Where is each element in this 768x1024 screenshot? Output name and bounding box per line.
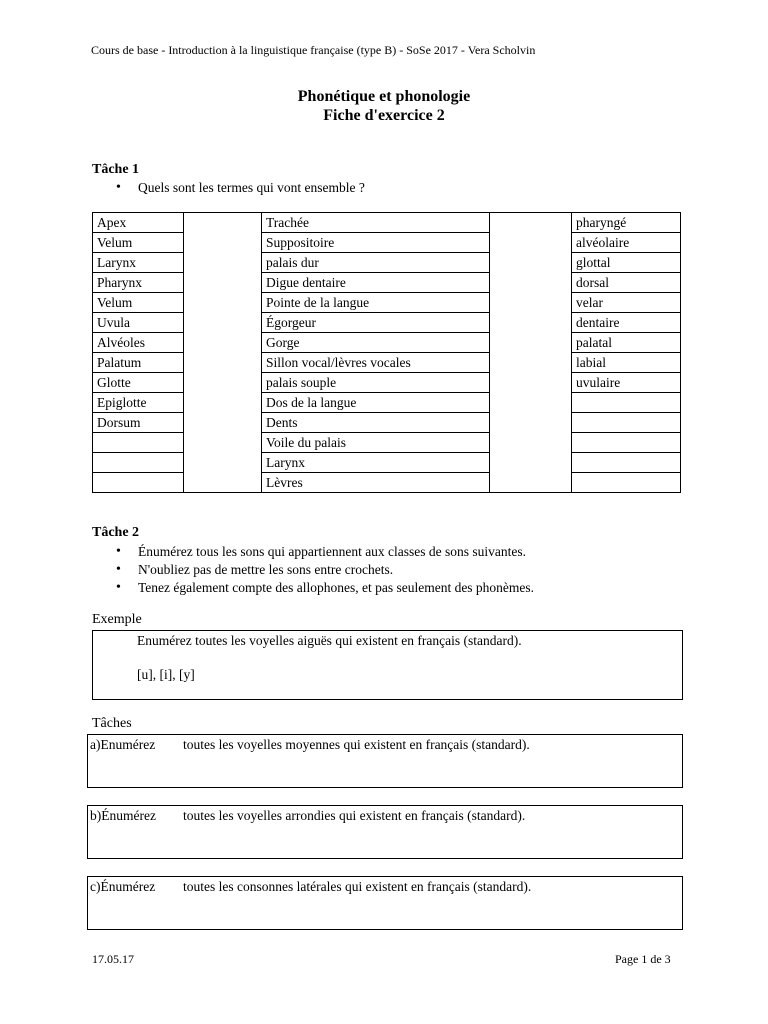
articulation-place-cell (572, 453, 681, 473)
page-title: Phonétique et phonologie (297, 88, 471, 105)
example-answer: [u], [i], [y] (137, 667, 195, 682)
articulation-place-cell: dentaire (572, 313, 681, 333)
french-term-cell: Larynx (262, 453, 490, 473)
matching-table-row (93, 453, 681, 473)
articulation-place-cell (572, 433, 681, 453)
articulation-place-cell: uvulaire (572, 373, 681, 393)
task-a-text: toutes les voyelles moyennes qui existent en français (standard). (183, 737, 530, 752)
body-part-cell: Palatum (93, 353, 184, 373)
task1-heading: Tâche 1 (92, 162, 140, 177)
articulation-place-cell (572, 413, 681, 433)
task2-heading: Tâche 2 (92, 525, 140, 540)
task2-bullet: • Tenez également compte des allophones, et pas seulement des phonèmes. (114, 579, 534, 597)
task-a-prefix: a)Enumérez (90, 737, 156, 752)
french-term-cell: Gorge (262, 333, 490, 353)
matching-table-row (93, 293, 681, 313)
matching-table-row (93, 413, 681, 433)
task1-bullet-list (114, 179, 365, 197)
body-part-cell (93, 453, 184, 473)
answer-gap-column[interactable] (184, 213, 262, 493)
french-term-cell: Sillon vocal/lèvres vocales (262, 353, 490, 373)
matching-table-row (93, 313, 681, 333)
french-term-cell: Égorgeur (262, 313, 490, 333)
french-term-cell: Dents (262, 413, 490, 433)
articulation-place-cell: pharyngé (572, 213, 681, 233)
body-part-cell: Pharynx (93, 273, 184, 293)
body-part-cell: Alvéoles (93, 333, 184, 353)
articulation-place-cell: dorsal (572, 273, 681, 293)
task2-bullet: • Énumérez tous les sons qui appartiennent aux classes de sons suivantes. (114, 543, 534, 561)
task-b-text: toutes les voyelles arrondies qui existent en français (standard). (183, 808, 526, 823)
example-label: Exemple (92, 612, 142, 627)
footer-date: 17.05.17 (92, 952, 134, 966)
body-part-cell: Epiglotte (93, 393, 184, 413)
body-part-cell: Uvula (93, 313, 184, 333)
articulation-place-cell: palatal (572, 333, 681, 353)
articulation-place-cell (572, 393, 681, 413)
body-part-cell: Glotte (93, 373, 184, 393)
answer-gap-column[interactable] (490, 213, 572, 493)
task2-bullet-list (114, 543, 534, 597)
footer-page-number: Page 1 de 3 (615, 952, 671, 966)
task-c-text: toutes les consonnes latérales qui existent en français (standard). (183, 879, 532, 894)
page-header: Cours de base - Introduction à la linguistique française (type B) - SoSe 2017 - Vera Scholvin (91, 43, 536, 57)
body-part-cell: Velum (93, 233, 184, 253)
tasks-label: Tâches (92, 716, 132, 731)
task-b-prefix: b)Énumérez (90, 808, 156, 823)
body-part-cell: Dorsum (93, 413, 184, 433)
task-c-prefix: c)Énumérez (90, 879, 156, 894)
french-term-cell: Digue dentaire (262, 273, 490, 293)
french-term-cell: Trachée (262, 213, 490, 233)
body-part-cell: Apex (93, 213, 184, 233)
page-subtitle: Fiche d'exercice 2 (323, 107, 445, 124)
french-term-cell: Lèvres (262, 473, 490, 493)
french-term-cell: palais dur (262, 253, 490, 273)
french-term-cell: palais souple (262, 373, 490, 393)
matching-table (92, 212, 681, 493)
task2-bullet: • N'oubliez pas de mettre les sons entre crochets. (114, 561, 534, 579)
body-part-cell (93, 473, 184, 493)
matching-table-row (93, 273, 681, 293)
body-part-cell: Velum (93, 293, 184, 313)
matching-table-row (93, 213, 681, 233)
body-part-cell (93, 433, 184, 453)
articulation-place-cell (572, 473, 681, 493)
french-term-cell: Dos de la langue (262, 393, 490, 413)
articulation-place-cell: velar (572, 293, 681, 313)
matching-table-row (93, 473, 681, 493)
matching-table-row (93, 233, 681, 253)
task-a-box[interactable] (87, 734, 683, 788)
articulation-place-cell: glottal (572, 253, 681, 273)
french-term-cell: Pointe de la langue (262, 293, 490, 313)
example-prompt: Enumérez toutes les voyelles aiguës qui existent en français (standard). (137, 633, 522, 648)
example-box (92, 630, 683, 700)
matching-table-row (93, 393, 681, 413)
french-term-cell: Suppositoire (262, 233, 490, 253)
task-c-box[interactable] (87, 876, 683, 930)
matching-table-row (93, 333, 681, 353)
matching-table-row (93, 353, 681, 373)
matching-table-row (93, 433, 681, 453)
task-b-box[interactable] (87, 805, 683, 859)
articulation-place-cell: labial (572, 353, 681, 373)
articulation-place-cell: alvéolaire (572, 233, 681, 253)
body-part-cell: Larynx (93, 253, 184, 273)
task1-bullet: • Quels sont les termes qui vont ensemble ? (114, 179, 365, 197)
matching-table-row (93, 253, 681, 273)
french-term-cell: Voile du palais (262, 433, 490, 453)
matching-table-row (93, 373, 681, 393)
